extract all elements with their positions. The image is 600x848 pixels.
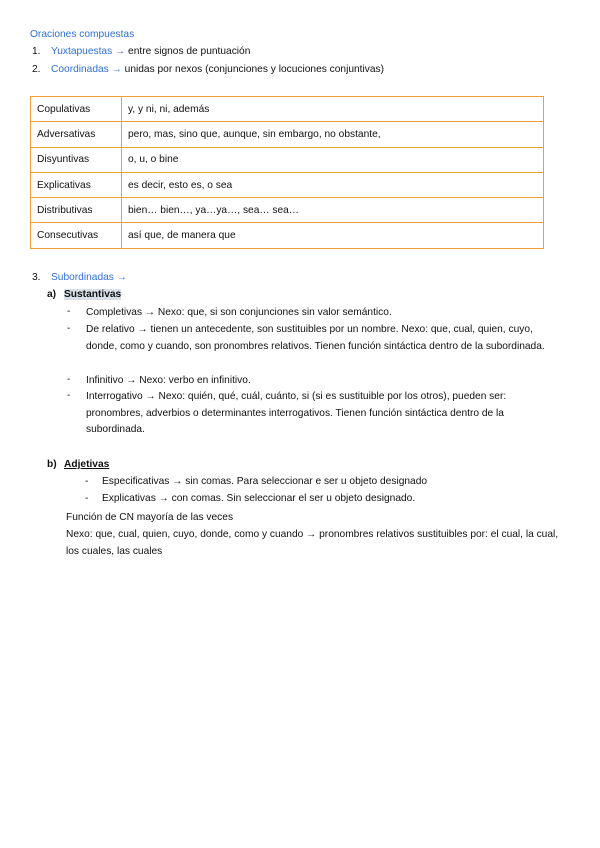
list-item-coordinadas	[32, 64, 384, 75]
sustantivas-item-completivas: Completivas → Nexo: que, si son conjunciones sin valor semántico.	[86, 307, 392, 318]
sub-label: b)	[47, 459, 57, 470]
term-coordinadas: Coordinadas	[51, 64, 109, 75]
sustantivas-item-infinitivo: Infinitivo → Nexo: verbo en infinitivo.	[86, 375, 251, 386]
table-row	[31, 97, 544, 122]
subheading-sustantivas	[47, 289, 121, 300]
table-cell-type: Distributivas	[31, 198, 122, 223]
definition-text: entre signos de puntuación	[128, 46, 251, 57]
table-row	[31, 198, 544, 223]
table-cell-nexos: bien… bien…, ya…ya…, sea… sea…	[122, 198, 544, 223]
table-row	[31, 122, 544, 147]
table-cell-nexos: así que, de manera que	[122, 223, 544, 248]
table-cell-nexos: es decir, esto es, o sea	[122, 172, 544, 197]
table-row	[31, 147, 544, 172]
bullet-dash: -	[67, 390, 71, 401]
table-row	[31, 223, 544, 248]
page-title: Oraciones compuestas	[30, 29, 135, 40]
bullet-dash: -	[67, 374, 71, 385]
list-number: 2.	[32, 64, 41, 75]
sustantivas-item-interrogativo: Interrogativo → Nexo: quién, qué, cuál, cuánto, si (si es sustituible por los otros), pueden ser: pronombres, adverbios o determinantes interrogativos. Tienen función sintáctica dentro de la subordinada.	[86, 391, 507, 435]
sub-label: a)	[47, 289, 57, 300]
adjetivas-title: Adjetivas	[64, 459, 110, 470]
arrow: →	[111, 64, 122, 75]
term-yuxtapuestas: Yuxtapuestas	[51, 46, 113, 57]
bullet-dash: -	[85, 493, 89, 504]
bullet-dash: -	[85, 476, 89, 487]
adjetivas-item-especificativas: Especificativas → sin comas. Para seleccionar e ser u objeto designado	[102, 476, 428, 487]
bullet-dash: -	[67, 306, 71, 317]
table-cell-nexos: y, y ni, ni, además	[122, 97, 544, 122]
definition-text: unidas por nexos (conjunciones y locuciones conjuntivas)	[124, 64, 385, 75]
table-cell-type: Copulativas	[31, 97, 122, 122]
table-cell-type: Adversativas	[31, 122, 122, 147]
list-item-subordinadas	[32, 272, 127, 283]
table-cell-type: Consecutivas	[31, 223, 122, 248]
table-row	[31, 172, 544, 197]
sustantivas-item-relativo: De relativo → tienen un antecedente, son sustituibles por un nombre. Nexo: que, cual, quien, cuyo, donde, como y cuando, son pronombres relativos. Tienen función sintáctica dentro de la subordinada.	[86, 324, 545, 352]
table-cell-nexos: o, u, o bine	[122, 147, 544, 172]
coordinadas-table	[30, 96, 544, 249]
table-cell-type: Disyuntivas	[31, 147, 122, 172]
list-number: 1.	[32, 46, 41, 57]
term-subordinadas: Subordinadas →	[51, 272, 127, 283]
table-cell-nexos: pero, mas, sino que, aunque, sin embargo, no obstante,	[122, 122, 544, 147]
sustantivas-title: Sustantivas	[64, 289, 122, 300]
arrow: →	[115, 46, 126, 57]
list-number: 3.	[32, 272, 41, 283]
bullet-dash: -	[67, 323, 71, 334]
list-item-yuxtapuestas	[32, 46, 250, 57]
note-nexo: Nexo: que, cual, quien, cuyo, donde, como y cuando → pronombres relativos sustituibles por: el cual, la cual, los cuales, las cuales	[66, 529, 559, 557]
adjetivas-item-explicativas: Explicativas → con comas. Sin seleccionar el ser u objeto designado.	[102, 493, 416, 504]
subheading-adjetivas	[47, 459, 109, 470]
note-funcion-cn: Función de CN mayoría de las veces	[66, 512, 234, 523]
table-cell-type: Explicativas	[31, 172, 122, 197]
